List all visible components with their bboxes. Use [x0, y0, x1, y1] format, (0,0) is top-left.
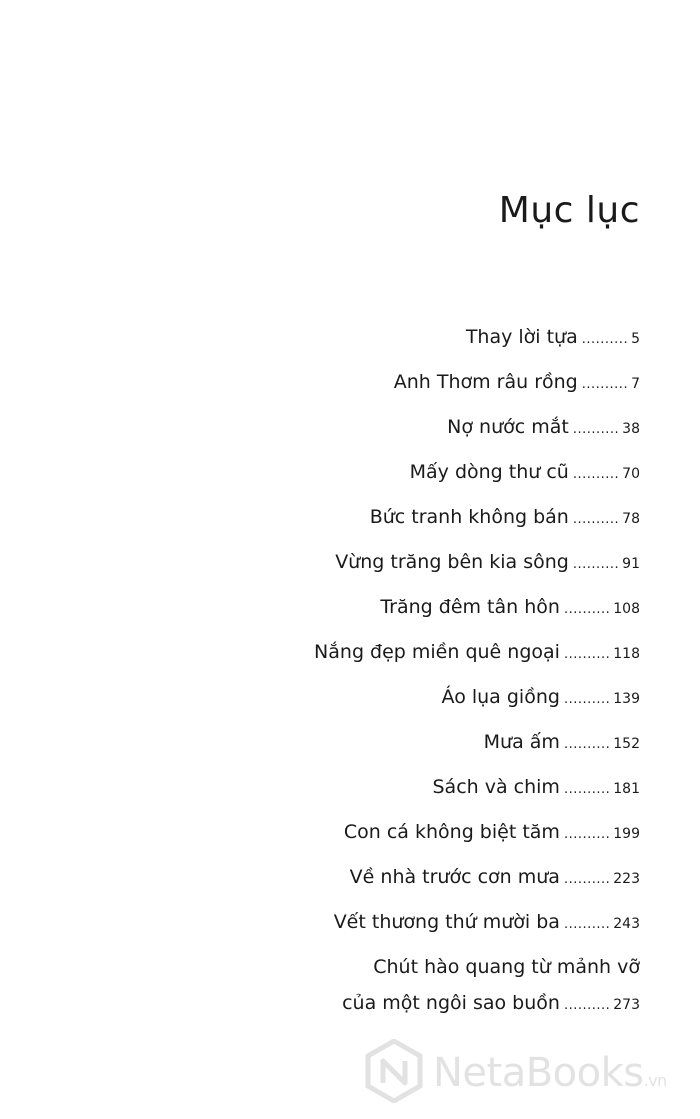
toc-entry-page: 7	[631, 376, 640, 392]
toc-entry-page: 108	[613, 601, 640, 617]
toc-entry	[220, 676, 640, 721]
toc-entry-page: 5	[631, 331, 640, 347]
toc-entry-leader: ..........	[572, 422, 620, 437]
toc-entry-page: 243	[613, 916, 640, 932]
toc-entry-leader: ..........	[563, 998, 611, 1013]
toc-entry	[220, 496, 640, 541]
toc-entry-page: 91	[622, 556, 640, 572]
watermark-tld: .vn	[643, 1070, 667, 1090]
toc-entry	[220, 856, 640, 901]
toc-entry-leader: ..........	[572, 512, 620, 527]
toc-entry-title-line1: Chút hào quang từ mảnh vỡ	[373, 956, 640, 978]
toc-entry-title: Mưa ấm	[483, 731, 560, 753]
toc-entry-title: Bức tranh không bán	[369, 506, 569, 528]
toc-entry	[220, 721, 640, 766]
toc-entry-page: 38	[622, 421, 640, 437]
toc-entry-leader: ..........	[563, 827, 611, 842]
toc-entry-page: 70	[622, 466, 640, 482]
watermark-brand: NetaBooks	[433, 1049, 644, 1096]
toc-entry-leader: ..........	[563, 782, 611, 797]
toc-entry-leader: ..........	[581, 377, 629, 392]
toc-entry-page: 199	[613, 826, 640, 842]
netabooks-logo-icon	[365, 1039, 423, 1107]
toc-entry	[220, 586, 640, 631]
toc-entry-page: 273	[613, 997, 640, 1013]
toc-entry-title-line2-row	[220, 985, 640, 1024]
toc-entry	[220, 541, 640, 586]
toc-entry-leader: ..........	[563, 872, 611, 887]
toc-entry-page: 223	[613, 871, 640, 887]
toc-entry-leader: ..........	[563, 647, 611, 662]
toc-entry	[220, 901, 640, 946]
toc-entry-leader: ..........	[563, 602, 611, 617]
toc-entry	[220, 361, 640, 406]
toc-entry	[220, 811, 640, 856]
toc-entry	[220, 766, 640, 811]
toc-entry-title: Về nhà trước cơn mưa	[349, 866, 560, 888]
toc-entry-title-line2: của một ngôi sao buồn	[342, 992, 560, 1014]
toc-entry-page: 181	[613, 781, 640, 797]
toc-entry	[220, 406, 640, 451]
page-title: Mục lục	[498, 190, 640, 231]
toc-entry-title: Nắng đẹp miền quê ngoại	[314, 641, 560, 663]
toc-entry-leader: ..........	[572, 467, 620, 482]
toc-entry-leader: ..........	[563, 917, 611, 932]
toc-entry-title: Nợ nước mắt	[447, 416, 569, 438]
toc-entry-title: Sách và chim	[432, 776, 560, 798]
toc-entry-title: Thay lời tựa	[465, 326, 578, 348]
toc-entry-title: Vừng trăng bên kia sông	[335, 551, 569, 573]
toc-entry-title: Anh Thơm râu rồng	[393, 371, 578, 393]
toc-entry-leader: ..........	[581, 332, 629, 347]
toc-entry	[220, 316, 640, 361]
toc-entry-leader: ..........	[572, 557, 620, 572]
toc-entry-page: 152	[613, 736, 640, 752]
toc-entry-page: 139	[613, 691, 640, 707]
toc-entry-title: Trăng đêm tân hôn	[380, 596, 560, 618]
toc-entry-title: Mấy dòng thư cũ	[409, 461, 569, 483]
watermark-text	[433, 1050, 667, 1096]
toc-entry-leader: ..........	[563, 737, 611, 752]
toc-entry-title: Vết thương thứ mười ba	[333, 911, 560, 933]
toc-entry-title: Con cá không biệt tăm	[343, 821, 560, 843]
toc-entry-page: 118	[613, 646, 640, 662]
toc-entry-leader: ..........	[563, 692, 611, 707]
watermark	[365, 1040, 667, 1105]
toc-entry-title: Áo lụa giồng	[441, 686, 560, 708]
toc-entry-multiline	[220, 949, 640, 1024]
toc-entry	[220, 631, 640, 676]
toc-entry-page: 78	[622, 511, 640, 527]
table-of-contents	[220, 316, 640, 1024]
toc-entry	[220, 451, 640, 496]
